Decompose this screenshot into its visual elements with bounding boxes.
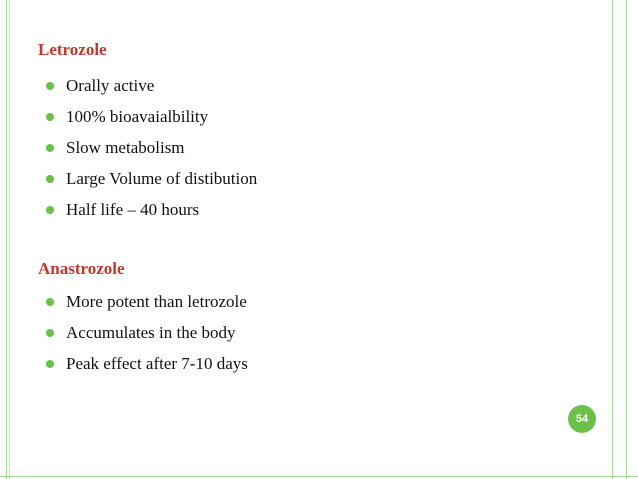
left-border-line-inner (9, 0, 10, 479)
list-item-text: Peak effect after 7-10 days (66, 354, 248, 373)
list-item (66, 292, 248, 323)
list-item-text: Half life – 40 hours (66, 200, 200, 219)
bullet-dot-icon (46, 175, 54, 183)
list-item (66, 354, 248, 385)
bullet-dot-icon (46, 298, 54, 306)
list-item-text: Slow metabolism (66, 138, 185, 157)
list-item-text: Accumulates in the body (66, 323, 236, 342)
bullet-dot-icon (46, 360, 54, 368)
right-border-line-outer (626, 0, 627, 479)
bullet-dot-icon (46, 82, 54, 90)
list-item (66, 200, 257, 231)
list-item (66, 169, 257, 200)
page-number-badge: 54 (568, 405, 596, 433)
list-item-text: Large Volume of distibution (66, 169, 258, 188)
section-heading-anastrozole: Anastrozole (38, 259, 125, 278)
bullet-list-anastrozole (66, 292, 248, 385)
list-item-text: More potent than letrozole (66, 292, 247, 311)
bullet-dot-icon (46, 113, 54, 121)
bullet-dot-icon (46, 329, 54, 337)
bullet-list-letrozole (66, 76, 257, 231)
list-item (66, 323, 248, 354)
list-item (66, 76, 257, 107)
list-item-text: 100% bioavaialbility (66, 107, 209, 126)
list-item-text: Orally active (66, 76, 155, 95)
bottom-border-line (0, 476, 638, 477)
list-item (66, 107, 257, 138)
section-heading-letrozole: Letrozole (38, 40, 107, 59)
bullet-dot-icon (46, 144, 54, 152)
right-border-line (612, 0, 613, 479)
left-border-line (6, 0, 7, 479)
list-item (66, 138, 257, 169)
bullet-dot-icon (46, 206, 54, 214)
